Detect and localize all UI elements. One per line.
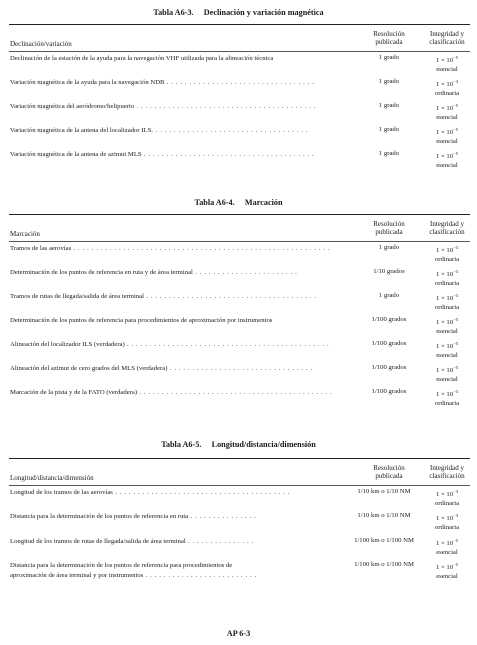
column-header-integrity: Integridad y clasificación — [429, 220, 465, 237]
table-a6-5: Longitud/distancia/dimensión Resolución publicada Integridad y clasificación Longitud de los tramos de las aerovías . . . . . . . . . . . . . . . . . . . . . . . . . . . . . . . . . . . . . . . 1/10 km o 1/10 NM $1 \times 10^{-3}$ ordinaria Distancia para la determinación de los puntos de referencia en ruta . . . . . . . . . . . . . . . 1/10 km o 1/10 NM $1 \times 10^{-3}$ ordinaria Longitud de los tramos de rutas de llegada/salida de área terminal . . . . . . . . . . . . . . . 1/100 km o 1/100 NM $1 \times 10^{-5}$ esencial Distancia para la determinación de los puntos de referencia para procedimientos de aproximación de área terminal y por instrumentos . . . . . . . . . . . . . . . . . . . . . . . . . 1/100 km o 1/100 NM $1 \times 10^{-5}$ esencial — [9, 458, 470, 588]
table-a6-4: Marcación Resolución publicada Integridad y clasificación Tramos de las aerovías . . . . . . . . . . . . . . . . . . . . . . . . . . . . . . . . . . . . . . . . . . . . . . . . . . . . . . . . . 1 grado $1 \times 10^{-3}$ ordinaria Determinación de los puntos de referencia en ruta y de área terminal . . . . . . . . . . . . . . . . . . . . . . . 1/10 grados $1 \times 10^{-3}$ ordinaria Tramos de rutas de llegada/salida de área terminal . . . . . . . . . . . . . . . . . . . . . . . . . . . . . . . . . . . . . . 1 grado $1 \times 10^{-3}$ ordinaria Determinación de los puntos de referencia para procedimientos de aproximación por instrumentos 1/100 grados $1 \times 10^{-5}$ esencial Alineación del localizador ILS (verdadera) . . . . . . . . . . . . . . . . . . . . . . . . . . . . . . . . . . . . . . . . . . . . . 1/100 grados $1 \times 10^{-5}$ esencial Alineación del azimut de cero grados del MLS (verdadera) . . . . . . . . . . . . . . . . . . . . . . . . . . . . . . . . 1/100 grados $1 \times 10^{-5}$ esencial Marcación de la pista y de la FATO (verdadera) . . . . . . . . . . . . . . . . . . . . . . . . . . . . . . . . . . . . . . . . . . . 1/100 grados $1 \times 10^{-3}$ ordinaria — [9, 214, 470, 414]
column-header-length: Longitud/distancia/dimensión — [10, 474, 94, 482]
column-header-resolution: Resolución publicada — [373, 30, 405, 47]
column-header-bearing: Marcación — [10, 230, 40, 238]
table-a6-3-caption: Tabla A6-3. Declinación y variación magnética — [153, 8, 324, 17]
column-header-integrity: Integridad y clasificación — [429, 30, 465, 47]
table-a6-3: Declinación/variación Resolución publicada Integridad y clasificación Declinación de la estación de la ayuda para la navegación VHF utilizada para la alineación técnica 1 grado $1 \times 10^{-5}$ esencial Variación magnética de la ayuda para la navegación NDB . . . . . . . . . . . . . . . . . . . . . . . . . . . . . . . . . 1 grado $1 \times 10^{-3}$ ordinaria Variación magnética del aeródromo/helipuerto . . . . . . . . . . . . . . . . . . . . . . . . . . . . . . . . . . . . . . . . 1 grado $1 \times 10^{-5}$ esencial Variación magnética de la antena del localizador ILS. . . . . . . . . . . . . . . . . . . . . . . . . . . . . . . . . . . 1 grado $1 \times 10^{-5}$ esencial Variación magnética de la antena de azimut MLS . . . . . . . . . . . . . . . . . . . . . . . . . . . . . . . . . . . . . . 1 grado $1 \times 10^{-5}$ esencial — [9, 24, 470, 174]
column-header-integrity: Integridad y clasificación — [429, 464, 465, 481]
page-number: AP 6-3 — [226, 629, 251, 638]
column-header-declination: Declinación/variación — [10, 40, 72, 48]
column-header-resolution: Resolución publicada — [373, 464, 405, 481]
table-a6-5-caption: Tabla A6-5. Longitud/distancia/dimensión — [161, 440, 316, 449]
table-a6-4-caption: Tabla A6-4. Marcación — [194, 198, 283, 207]
column-header-resolution: Resolución publicada — [373, 220, 405, 237]
